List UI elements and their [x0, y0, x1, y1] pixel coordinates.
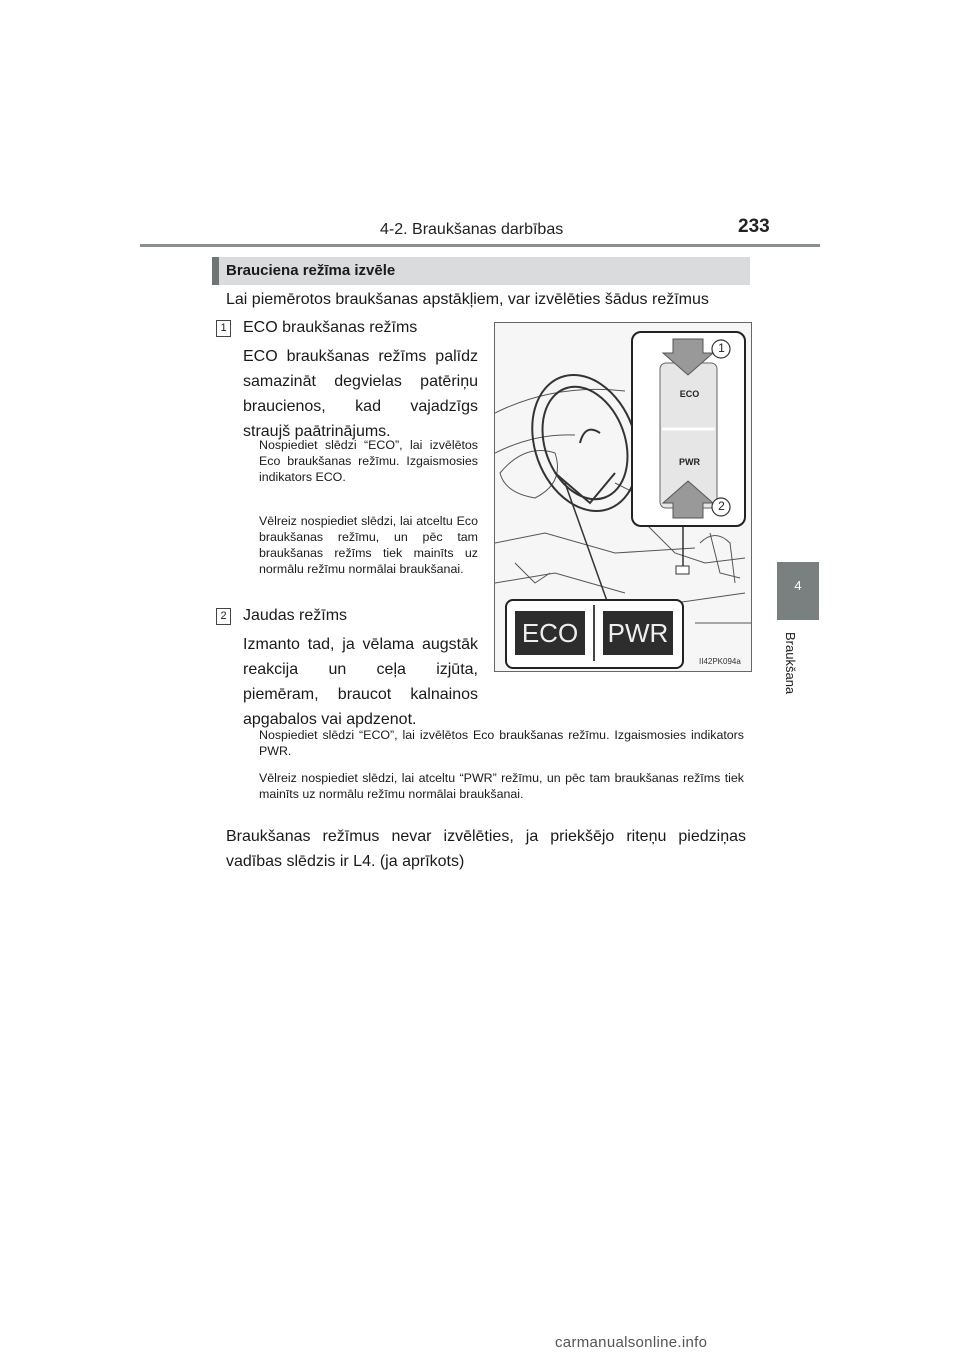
chapter-tab-label: Braukšana: [783, 632, 798, 695]
indicator-display: [505, 599, 684, 669]
eco-indicator: ECO: [515, 611, 585, 655]
section-title-accent: [212, 257, 219, 285]
item-1-note-2: Vēlreiz nospiediet slēdzi, lai atceltu Eco braukšanas režīmu, un pēc tam braukšanas režīms tiek mainīts uz normālu režīmu normālai braukšanai.: [259, 514, 478, 576]
section-heading: 4-2. Braukšanas darbības: [380, 221, 564, 238]
item-2-title: Jaudas režīms: [243, 607, 348, 624]
watermark: carmanualsonline.info: [555, 1334, 708, 1351]
page-number: 233: [738, 216, 770, 237]
eco-switch-label: ECO: [679, 389, 700, 399]
item-1-note-1: Nospiediet slēdzi “ECO”, lai izvēlētos Eco braukšanas režīmu. Izgaismosies indikators ECO.: [259, 438, 478, 484]
callout-1-label: 1: [718, 341, 725, 355]
item-2-note-1: Nospiediet slēdzi “ECO”, lai izvēlētos Eco braukšanas režīmu. Izgaismosies indikators PWR.: [259, 728, 744, 758]
callout-2-label: 2: [718, 499, 725, 513]
section-title-bar: [212, 257, 750, 285]
item-2-body: Izmanto tad, ja vēlama augstāk reakcija un ceļa izjūta, piemēram, braucot kalnainos apgabalos vai apdzenot.: [243, 636, 478, 728]
indicator-divider: [593, 605, 595, 661]
section-title: Brauciena režīma izvēle: [226, 262, 396, 279]
figure-drive-mode-switch: [494, 322, 752, 672]
intro-text: Lai piemērotos braukšanas apstākļiem, var izvēlēties šādus režīmus: [226, 291, 709, 308]
item-2-number: 2: [216, 608, 231, 625]
item-1-body: ECO braukšanas režīms palīdz samazināt degvielas patēriņu braucienos, kad vajadzīgs straujš paātrinājums.: [243, 348, 478, 440]
item-1-title: ECO braukšanas režīms: [243, 319, 418, 336]
pwr-indicator: PWR: [603, 611, 673, 655]
header-rule: [140, 244, 820, 247]
pwr-switch-label: PWR: [679, 457, 700, 467]
chapter-tab-number: 4: [794, 578, 802, 593]
item-1-number: 1: [216, 320, 231, 337]
figure-code: II42PK094a: [699, 657, 741, 666]
item-2-note-2: Vēlreiz nospiediet slēdzi, lai atceltu “PWR” režīmu, un pēc tam braukšanas režīms tiek mainīts uz normālu režīmu normālai braukšanai.: [259, 771, 744, 801]
closing-text: Braukšanas režīmus nevar izvēlēties, ja priekšējo riteņu piedziņas vadības slēdzis ir L4. (ja aprīkots): [226, 828, 746, 870]
